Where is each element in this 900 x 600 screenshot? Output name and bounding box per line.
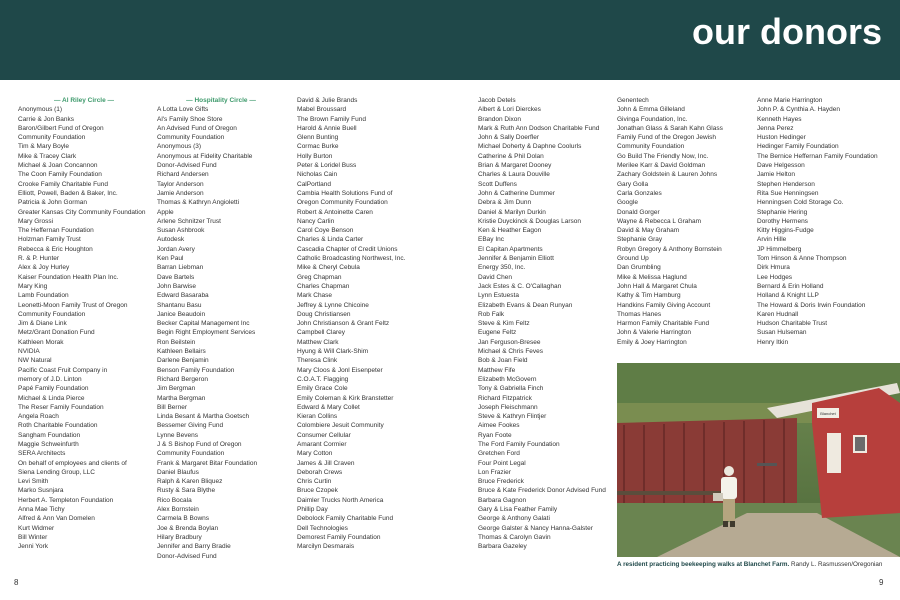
donor-name: Community Foundation [617,143,685,151]
donor-name: Levi Smith [18,478,49,486]
donor-name: Alex Bornstein [157,506,199,514]
donor-name: Crooke Family Charitable Fund [18,180,108,188]
donor-name: Demorest Family Foundation [297,533,381,541]
donor-name: Community Foundation [157,134,225,142]
photo-caption [617,561,900,569]
donor-name: Lamb Foundation [18,292,69,300]
page-header-band [0,0,900,80]
donor-name: Richard Fitzpatrick [478,394,532,402]
donor-name: Matthew Clark [297,338,339,346]
donor-name: Mary Grossi [18,217,54,225]
donor-name: Rusty & Sara Blythe [157,487,216,495]
donor-name: Carol Coye Benson [297,227,354,235]
donor-name: Kathleen Bellairs [157,348,206,356]
donor-name: Rebecca & Eric Houghton [18,245,93,253]
donor-name: Jordan Avery [157,245,195,253]
donor-name: Brian & Margaret Dooney [478,162,552,170]
donor-name: Dell Technologies [297,524,348,532]
donor-name: Kathy & Tim Hamburg [617,292,681,300]
donor-name: Rita Sue Henningsen [757,189,819,197]
donor-name: Elliott, Powell, Baden & Baker, Inc. [18,189,118,197]
donor-name: Ryan Foote [478,431,512,439]
donor-name: David & May Graham [617,227,680,235]
donor-name: Gary Golla [617,180,649,188]
donor-name: Mary Cloos & Jonl Eisenpeter [297,366,383,374]
donor-name: Mary Cotton [297,450,333,458]
donor-name: Jamie Helton [757,171,795,179]
page-title: our donors [692,11,882,52]
donor-name: Emily Coleman & Kirk Branstetter [297,394,394,402]
donor-name: Steve & Kim Feltz [478,320,530,328]
donor-name: Consumer Cellular [297,431,351,439]
donor-name: James & Jill Craven [297,459,355,467]
donor-name: Mark Chase [297,292,333,300]
donor-name: Anonymous at Fidelity Charitable [157,152,253,160]
donor-name: The Brown Family Fund [297,115,366,123]
circle-heading: — Hospitality Circle — [186,97,256,104]
donor-name: Taylor Anderson [157,180,204,188]
donor-name: Bernard & Erin Holland [757,282,824,290]
page-number-left: 8 [14,578,19,587]
donor-name: Jim & Diane Link [18,320,67,328]
donor-name: The Bernice Heffernan Family Foundation [757,152,878,160]
donor-name: Scott Duffens [478,180,517,188]
donor-name: Greater Kansas City Community Foundation [18,208,146,216]
donor-name: Lynne Bevens [157,431,198,439]
donor-name: R. & P. Hunter [18,255,60,263]
donor-name: El Capitan Apartments [478,245,543,253]
page-number-right: 9 [879,578,884,587]
donor-name: Lon Frazier [478,468,511,476]
donor-name: memory of J.D. Linton [18,375,82,383]
donor-name: Holland & Knight LLP [757,292,819,300]
donor-name: Mark & Ruth Ann Dodson Charitable Fund [478,124,600,132]
donor-name: Rob Falk [478,310,505,318]
donor-name: Charles & Laura Douville [478,171,550,179]
donor-name: Maggie Schweinfurth [18,440,79,448]
donor-name: Kathleen Morak [18,338,64,346]
donor-name: Colombiere Jesuit Community [297,422,384,430]
donor-name: Benson Family Foundation [157,366,235,374]
donor-name: The Reser Family Foundation [18,403,104,411]
donor-name: Theresa Clink [297,357,338,365]
donor-name: Jamie Anderson [157,189,204,197]
donor-name: Kurt Widmer [18,524,55,532]
donor-name: Emily & Joey Harrington [617,338,687,346]
donor-name: Stephanie Gray [617,236,663,244]
donor-name: Martha Bergman [157,394,206,402]
donor-name: Papé Family Foundation [18,385,89,393]
donor-name: Bessemer Giving Fund [157,422,224,430]
donor-name: Family Fund of the Oregon Jewish [617,134,716,142]
donor-name: Gary & Lisa Feather Family [478,506,558,514]
donor-name: Jack Estes & C. O'Callaghan [478,282,562,290]
donor-name: An Advised Fund of Oregon [157,124,237,132]
donor-name: Brandon Dixon [478,115,521,123]
donor-name: Dave Bartels [157,273,195,281]
donor-name: Community Foundation [18,310,86,318]
donor-name: Eugene Feltz [478,329,517,337]
donor-name: Community Foundation [157,450,225,458]
donor-name: Jan Ferguson-Bresee [478,338,541,346]
donor-name: Linda Besant & Martha Goetsch [157,413,250,421]
donor-name: Susan Ashbrook [157,227,205,235]
donor-name: Go Build The Friendly Now, Inc. [617,152,709,160]
donor-name: Baron/Gilbert Fund of Oregon [18,124,104,132]
donor-name: Bruce Frederick [478,478,524,486]
donor-name: The Howard & Doris Irwin Foundation [757,301,866,309]
donor-name: Arlene Schnitzer Trust [157,217,221,225]
donor-name: Thomas Hanes [617,310,662,318]
donor-name: David & Julie Brands [297,97,358,104]
donor-name: Sangham Foundation [18,431,81,439]
donor-name: Doug Christiansen [297,310,351,318]
donor-name: Lee Hodges [757,273,793,281]
donor-name: Catherine & Phil Dolan [478,152,544,160]
donor-name: Lynn Estuesta [478,292,519,300]
donor-name: Bruce Czopek [297,487,338,495]
donor-name: Henry Itkin [757,338,789,346]
donor-name: Hyung & Will Clark-Shim [297,348,369,356]
donor-name: Nicholas Cain [297,171,338,179]
donor-name: Campbell Clarey [297,329,346,337]
donor-name: Pacific Coast Fruit Company in [18,366,108,374]
donor-name: Bruce & Kate Frederick Donor Advised Fund [478,487,606,495]
donor-name: Michael & Chris Feves [478,348,544,356]
donor-name: Matthew Fife [478,366,516,374]
donor-name: Donor-Advised Fund [157,552,217,560]
donor-name: Carrie & Jon Banks [18,115,74,123]
donor-name: Holly Burton [297,152,333,160]
donor-name: Richard Andersen [157,171,209,179]
donor-name: EBay Inc [478,236,505,244]
donor-name: Daniel Blaufus [157,468,199,476]
donor-name: Kristie Duyckinck & Douglas Larson [478,217,581,225]
donor-name: The Heffernan Foundation [18,227,94,235]
donor-name: Kieran Collins [297,413,338,421]
donor-name: Ralph & Karen Bliquez [157,478,223,486]
donor-name: Leonetti-Moon Family Trust of Oregon [18,301,128,309]
donor-name: The Coon Family Foundation [18,171,102,179]
donor-name: Merilee Karr & David Goldman [617,162,706,170]
donor-name: Kaiser Foundation Health Plan Inc. [18,273,119,281]
donor-name: Steve & Kathryn Flintjer [478,413,547,421]
donor-name: Debolock Family Charitable Fund [297,515,394,523]
donor-name: Joseph Fleischmann [478,403,538,411]
donor-name: Tony & Gabriella Finch [478,385,544,393]
donor-column-5 [617,96,750,347]
donor-name: Alfred & Ann Van Domelen [18,515,95,523]
donor-name: Jim Bergman [157,385,196,393]
donor-name: Handkins Family Giving Account [617,301,711,309]
donor-name: Ken Paul [157,255,184,263]
donor-name: Frank & Margaret Bitar Foundation [157,459,258,467]
donor-name: Shantanu Basu [157,301,202,309]
donor-name: Bob & Joan Field [478,357,528,365]
donor-name: Jennifer and Barry Bradie [157,543,231,551]
donor-name: Debra & Jim Dunn [478,199,532,207]
donor-name: Mabel Broussard [297,106,347,114]
donor-name: Chris Curtin [297,478,332,486]
donor-name: Patricia & John Gorman [18,199,88,207]
donor-name: Thomas & Carolyn Gavin [478,533,551,541]
donor-column-3 [297,96,447,552]
donor-name: Glenn Bunting [297,134,339,142]
donor-name: Becker Capital Management Inc [157,320,250,328]
donor-name: Phillip Day [297,506,328,514]
donor-name: Four Point Legal [478,459,526,467]
donor-name: Hilary Bradbury [157,533,202,541]
donor-name: Donor-Advised Fund [157,162,217,170]
donor-name: Stephanie Hering [757,208,808,216]
donor-name: Elizabeth Evans & Dean Runyan [478,301,573,309]
donor-name: Mike & Tracey Clark [18,152,77,160]
donor-name: Ground Up [617,255,649,263]
donor-name: Dave Helgesson [757,162,805,170]
donor-name: CalPortland [297,180,331,188]
donor-name: J & S Bishop Fund of Oregon [157,440,242,448]
donor-name: Robert & Antoinette Caren [297,208,373,216]
donor-name: John Hall & Margaret Chula [617,282,697,290]
donor-name: Ken & Heather Eagon [478,227,542,235]
donor-name: Mike & Cheryl Cebula [297,264,360,272]
donor-name: Harmon Family Charitable Fund [617,320,710,328]
donor-name: Cormac Burke [297,143,339,151]
donor-name: Carmela B Bowns [157,515,210,523]
donor-name: Zachary Goldstein & Lauren Johns [617,171,718,179]
donor-name: Catholic Broadcasting Northwest, Inc. [297,255,406,263]
donor-name: Edward & Mary Collet [297,403,360,411]
donor-name: Stephen Henderson [757,180,815,188]
donor-name: Al's Family Shoe Store [157,115,223,123]
donor-name: Marko Susnjara [18,487,64,495]
donor-name: A Lotta Love Gifts [157,106,209,114]
donor-name: Apple [157,208,174,216]
caption-credit: Randy L. Rasmussen/Oregonian [789,561,883,568]
donor-name: Susan Hulseman [757,329,807,337]
donor-name: Anne Marie Harrington [757,97,823,104]
donor-name: Michael & Linda Pierce [18,394,85,402]
farm-photo [617,363,900,557]
donor-name: Jenni York [18,543,48,551]
donor-name: Barran Liebman [157,264,204,272]
donor-name: Energy 350, Inc. [478,264,526,272]
donor-name: Jenna Perez [757,124,794,132]
donor-name: Jonathan Glass & Sarah Kahn Glass [617,124,723,132]
donor-name: Emily Grace Cole [297,385,348,393]
donor-name: NW Natural [18,357,52,365]
donor-name: Barbara Gagnon [478,496,527,504]
donor-name: Mary King [18,282,48,290]
donor-name: Robyn Gregory & Anthony Bornstein [617,245,722,253]
donor-name: Albert & Lori Dierckes [478,106,541,114]
donor-name: Greg Chapman [297,273,342,281]
donor-name: Henningsen Cold Storage Co. [757,199,844,207]
donor-name: Darlene Benjamin [157,357,209,365]
donor-name: Hedinger Family Foundation [757,143,839,151]
donor-name: Herbert A. Templeton Foundation [18,496,114,504]
donor-name: Donald Gorger [617,208,660,216]
donor-name: Alex & Joy Hurley [18,264,70,272]
donor-name: Marcilyn Desmarais [297,543,355,551]
donor-name: Thomas & Kathryn Angioletti [157,199,240,207]
donor-name: Jennifer & Benjamin Elliott [478,255,554,263]
donor-column-4 [478,96,618,552]
donor-name: Ron Beilstein [157,338,196,346]
donor-name: On behalf of employees and clients of [18,459,127,467]
donor-name: Huston Hedinger [757,134,806,142]
donor-name: Michael & Joan Concannon [18,162,98,170]
donor-name: John P. & Cynthia A. Hayden [757,106,840,114]
donor-name: Harold & Annie Buell [297,124,357,132]
donor-name: Community Foundation [18,134,86,142]
donor-name: Charles Chapman [297,282,350,290]
donor-name: Dorothy Hermens [757,217,808,225]
donor-name: The Ford Family Foundation [478,440,560,448]
donor-name: John & Sally Doerfler [478,134,540,142]
donor-name: John Christianson & Grant Feltz [297,320,390,328]
donor-name: Givinga Foundation, Inc. [617,115,688,123]
donor-name: Autodesk [157,236,185,244]
donor-name: Gretchen Ford [478,450,520,458]
donor-column-1 [18,96,150,552]
donor-name: Anna Mae Tichy [18,506,65,514]
donor-name: Richard Bergeron [157,375,208,383]
donor-name: Karen Hudnall [757,310,799,318]
donor-column-2 [157,96,285,561]
donor-name: JP Himmelberg [757,245,802,253]
donor-name: C.O.A.T. Flagging [297,375,349,383]
donor-name: Holzman Family Trust [18,236,81,244]
donor-name: Peter & Loridel Buss [297,162,357,170]
donor-name: SERA Architects [18,450,66,458]
donor-name: Daimler Trucks North America [297,496,384,504]
donor-name: Daniel & Marilyn Durkin [478,208,546,216]
donor-name: Joe & Brenda Boylan [157,524,219,532]
donor-name: Bill Winter [18,533,48,541]
donor-name: Roth Charitable Foundation [18,422,98,430]
donor-name: Metz/Grant Donation Fund [18,329,95,337]
donor-name: Nancy Carlin [297,217,335,225]
donor-name: Tim & Mary Boyle [18,143,70,151]
donor-name: John & Catherine Dummer [478,189,555,197]
donor-name: Begin Right Employment Services [157,329,256,337]
donor-name: Charles & Linda Carter [297,236,364,244]
donor-name: Dirk Hmura [757,264,790,272]
donor-name: John & Emma Gilleland [617,106,685,114]
donor-name: Angela Roach [18,413,59,421]
donor-name: Wayne & Rebecca L Graham [617,217,702,225]
donor-name: Mike & Melissa Haglund [617,273,687,281]
svg-text:Blanchet: Blanchet [820,411,836,416]
donor-name: Michael Doherty & Daphne Coolurls [478,143,582,151]
donor-name: Google [617,199,638,207]
donor-name: Carla Gonzales [617,189,662,197]
donor-name: Bill Berner [157,403,187,411]
donor-name: NVIDIA [18,348,40,356]
donor-name: Dan Grumbling [617,264,661,272]
donor-name: Cambia Health Solutions Fund of [297,189,393,197]
donor-name: Deborah Crews [297,468,343,476]
donor-name: Hudson Charitable Trust [757,320,828,328]
donor-name: John Barwise [157,282,197,290]
donor-name: Anonymous (1) [18,106,63,114]
donor-name: Jeffrey & Lynne Chicoine [297,301,369,309]
donor-name: David Chen [478,273,512,281]
donor-name: Anonymous (3) [157,143,202,151]
circle-heading: — Al Riley Circle — [53,97,115,104]
donor-name: Rico Bocala [157,496,192,504]
donor-name: Janice Beaudoin [157,310,206,318]
donor-name: Elizabeth McGovern [478,375,537,383]
donor-name: Aimee Fookes [478,422,520,430]
donor-name: Kitty Higgins-Fudge [757,227,814,235]
caption-text: A resident practicing beekeeping walks at Blanchet Farm. [617,561,790,568]
donor-name: Barbara Gazeley [478,543,527,551]
donor-name: Kenneth Hayes [757,115,802,123]
donor-name: Jacob Detels [478,97,516,104]
donor-name: Oregon Community Foundation [297,199,388,207]
donor-name: Arvin Hille [757,236,787,244]
donor-name: Cascadia Chapter of Credit Unions [297,245,398,253]
donor-name: Tom Hinson & Anne Thompson [757,255,847,263]
donor-name: John & Valerie Harrington [617,329,691,337]
donor-name: Siena Lending Group, LLC [18,468,95,476]
donor-column-6 [757,96,892,347]
donor-name: George Galster & Nancy Hanna-Galster [478,524,593,532]
donor-name: George & Anthony Galati [478,515,550,523]
donor-name: Genentech [617,97,649,104]
donor-name: Amarant Cormier [297,440,347,448]
donor-name: Edward Basaraba [157,292,209,300]
